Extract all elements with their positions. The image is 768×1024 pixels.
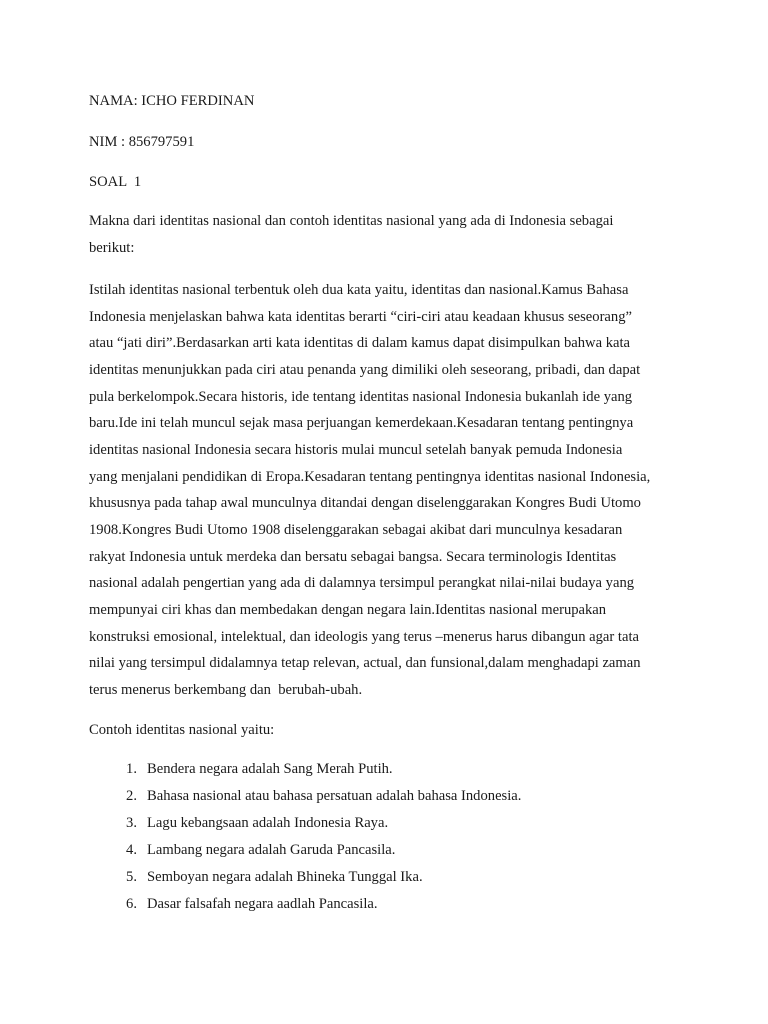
list-item bbox=[89, 864, 521, 891]
examples-heading: Contoh identitas nasional yaitu: bbox=[89, 722, 275, 738]
list-number: 5. bbox=[126, 869, 137, 885]
question-number: SOAL 1 bbox=[89, 174, 142, 190]
list-text: Lagu kebangsaan adalah Indonesia Raya. bbox=[147, 815, 389, 831]
list-item bbox=[89, 810, 521, 837]
list-text: Bendera negara adalah Sang Merah Putih. bbox=[147, 761, 393, 777]
student-nim bbox=[89, 129, 194, 155]
list-item bbox=[89, 891, 521, 918]
list-number: 6. bbox=[126, 896, 137, 912]
list-number: 1. bbox=[126, 761, 137, 777]
list-text: Bahasa nasional atau bahasa persatuan adalah bahasa Indonesia. bbox=[147, 788, 522, 804]
intro-paragraph: Makna dari identitas nasional dan contoh identitas nasional yang ada di Indonesia sebagai berikut: bbox=[89, 213, 614, 256]
list-number: 3. bbox=[126, 815, 137, 831]
list-text: Semboyan negara adalah Bhineka Tunggal Ika. bbox=[147, 869, 423, 885]
list-text: Lambang negara adalah Garuda Pancasila. bbox=[147, 842, 396, 858]
list-number: 2. bbox=[126, 788, 137, 804]
list-item bbox=[89, 783, 521, 810]
body-paragraph: Istilah identitas nasional terbentuk oleh dua kata yaitu, identitas dan nasional.Kamus Bahasa Indonesia menjelaskan bahwa kata identitas berarti “ciri-ciri atau keadaan khusus seseorang” atau “jati diri”.Berdasarkan arti kata identitas di dalam kamus dapat disimpulkan bahwa kata identitas menunjukkan pada ciri atau penanda yang dimiliki oleh seseorang, pribadi, dan dapat pula berkelompok.Secara historis, ide tentang identitas nasional Indonesia bukanlah ide yang baru.Ide ini telah muncul sejak masa perjuangan kemerdekaan.Kesadaran tentang pentingnya identitas nasional Indonesia secara historis mulai muncul setelah banyak pemuda Indonesia yang menjalani pendidikan di Eropa.Kesadaran tentang pentingnya identitas nasional Indonesia, khususnya pada tahap awal munculnya ditandai dengan diselenggarakan Kongres Budi Utomo 1908.Kongres Budi Utomo 1908 diselenggarakan sebagai akibat dari munculnya kesadaran rakyat Indonesia untuk merdeka dan bersatu sebagai bangsa. Secara terminologis Identitas nasional adalah pengertian yang ada di dalamnya tersimpul perangkat nilai-nilai budaya yang mempunyai ciri khas dan membedakan dengan negara lain.Identitas nasional merupakan konstruksi emosional, intelektual, dan ideologis yang terus –menerus harus dibangun agar tata nilai yang tersimpul didalamnya tetap relevan, actual, dan funsional,dalam menghadapi zaman terus menerus berkembang dan berubah-ubah. bbox=[89, 282, 654, 698]
list-item bbox=[89, 837, 521, 864]
examples-list bbox=[89, 756, 521, 918]
list-item bbox=[89, 756, 521, 783]
nim-label: NIM bbox=[89, 134, 118, 150]
list-number: 4. bbox=[126, 842, 137, 858]
nim-value: : 856797591 bbox=[121, 134, 195, 150]
list-text: Dasar falsafah negara aadlah Pancasila. bbox=[147, 896, 378, 912]
student-name: NAMA: ICHO FERDINAN bbox=[89, 93, 255, 109]
